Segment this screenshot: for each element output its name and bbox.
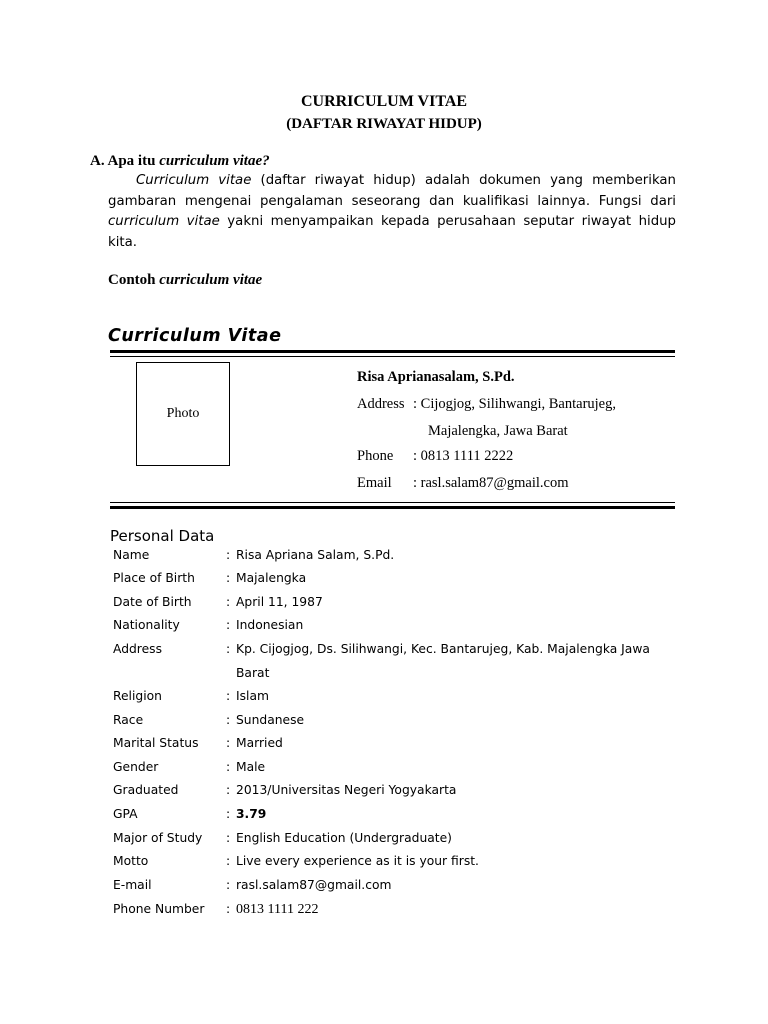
contact-email-value: : rasl.salam87@gmail.com bbox=[413, 475, 569, 491]
pd-value: rasl.salam87@gmail.com bbox=[236, 878, 392, 892]
pd-colon: : bbox=[226, 595, 231, 609]
pd-label: Nationality bbox=[113, 618, 180, 632]
pd-label: Gender bbox=[113, 760, 159, 774]
personal-data-heading: Personal Data bbox=[110, 527, 215, 545]
cv-heading: Curriculum Vitae bbox=[108, 326, 282, 346]
example-label bbox=[108, 272, 262, 289]
pd-label: Race bbox=[113, 713, 144, 727]
pd-colon: : bbox=[226, 902, 231, 916]
contact-address bbox=[357, 396, 616, 413]
pd-value: Male bbox=[236, 760, 266, 774]
pd-label: GPA bbox=[113, 807, 138, 821]
photo-label: Photo bbox=[166, 406, 200, 421]
example-label-italic: curriculum vitae bbox=[159, 272, 263, 288]
pd-value: 3.79 bbox=[236, 807, 267, 821]
contact-email bbox=[357, 475, 569, 492]
pd-value: Islam bbox=[236, 689, 269, 703]
pd-label: Place of Birth bbox=[113, 571, 195, 585]
pd-label: Marital Status bbox=[113, 736, 199, 750]
cv-top-rule-thin bbox=[110, 356, 675, 357]
pd-value: Live every experience as it is your first. bbox=[236, 854, 479, 868]
paragraph-text-2: yakni menyampaikan kepada perusahaan seputar riwayat hidup kita. bbox=[108, 214, 676, 251]
section-a-heading-italic: curriculum vitae? bbox=[159, 153, 270, 169]
paragraph-italic-term-2: curriculum vitae bbox=[108, 214, 220, 230]
pd-label: Address bbox=[113, 642, 162, 656]
pd-colon: : bbox=[226, 878, 231, 892]
cv-bottom-rule-thick bbox=[110, 506, 675, 509]
pd-value: English Education (Undergraduate) bbox=[236, 831, 452, 845]
photo-placeholder bbox=[136, 362, 230, 466]
document-subtitle: (DAFTAR RIWAYAT HIDUP) bbox=[286, 116, 482, 132]
contact-name: Risa Aprianasalam, S.Pd. bbox=[357, 369, 515, 385]
pd-colon: : bbox=[226, 783, 231, 797]
example-label-prefix: Contoh bbox=[108, 272, 160, 288]
pd-colon: : bbox=[226, 548, 231, 562]
pd-colon: : bbox=[226, 618, 231, 632]
pd-colon: : bbox=[226, 689, 231, 703]
pd-label: Religion bbox=[113, 689, 162, 703]
pd-colon: : bbox=[226, 736, 231, 750]
pd-colon: : bbox=[226, 831, 231, 845]
pd-label: Name bbox=[113, 548, 150, 562]
contact-address-line1: : Cijogjog, Silihwangi, Bantarujeg, bbox=[413, 396, 616, 412]
pd-label: E-mail bbox=[113, 878, 152, 892]
contact-email-label: Email bbox=[357, 475, 392, 491]
pd-value: Married bbox=[236, 736, 283, 750]
pd-label: Motto bbox=[113, 854, 149, 868]
pd-label: Major of Study bbox=[113, 831, 203, 845]
pd-colon: : bbox=[226, 760, 231, 774]
pd-value: Kp. Cijogjog, Ds. Silihwangi, Kec. Bantarujeg, Kab. Majalengka Jawa bbox=[236, 642, 650, 656]
cv-top-rule-thick bbox=[110, 350, 675, 353]
document-title: CURRICULUM VITAE bbox=[300, 93, 468, 110]
pd-value: Indonesian bbox=[236, 618, 304, 632]
pd-value: Majalengka bbox=[236, 571, 307, 585]
pd-label: Date of Birth bbox=[113, 595, 192, 609]
pd-colon: : bbox=[226, 571, 231, 585]
contact-address-line2: Majalengka, Jawa Barat bbox=[428, 423, 568, 439]
pd-colon: : bbox=[226, 642, 231, 656]
pd-value: 0813 1111 222 bbox=[236, 902, 319, 917]
pd-label: Graduated bbox=[113, 783, 179, 797]
pd-value: Sundanese bbox=[236, 713, 305, 727]
pd-colon: : bbox=[226, 807, 231, 821]
pd-value: April 11, 1987 bbox=[236, 595, 323, 609]
paragraph-text-1: (daftar riwayat hidup) adalah dokumen yang memberikan gambaran mengenai pengalaman seseorang dan kualifikasi lainnya. Fungsi dari bbox=[108, 173, 676, 209]
section-a-paragraph bbox=[108, 171, 676, 254]
pd-colon: : bbox=[226, 854, 231, 868]
contact-phone bbox=[357, 448, 513, 465]
section-a-heading-prefix: A. Apa itu bbox=[90, 153, 160, 169]
pd-value: Risa Apriana Salam, S.Pd. bbox=[236, 548, 395, 562]
contact-address-label: Address bbox=[357, 396, 405, 412]
section-a-heading bbox=[90, 153, 270, 170]
paragraph-italic-term-1: Curriculum vitae bbox=[136, 173, 252, 188]
pd-label: Phone Number bbox=[113, 902, 205, 916]
contact-phone-value: : 0813 1111 2222 bbox=[413, 448, 514, 464]
cv-bottom-rule-thin bbox=[110, 502, 675, 503]
pd-colon: : bbox=[226, 713, 231, 727]
contact-phone-label: Phone bbox=[357, 448, 394, 464]
pd-value: 2013/Universitas Negeri Yogyakarta bbox=[236, 783, 457, 797]
pd-value-continued: Barat bbox=[236, 666, 270, 680]
